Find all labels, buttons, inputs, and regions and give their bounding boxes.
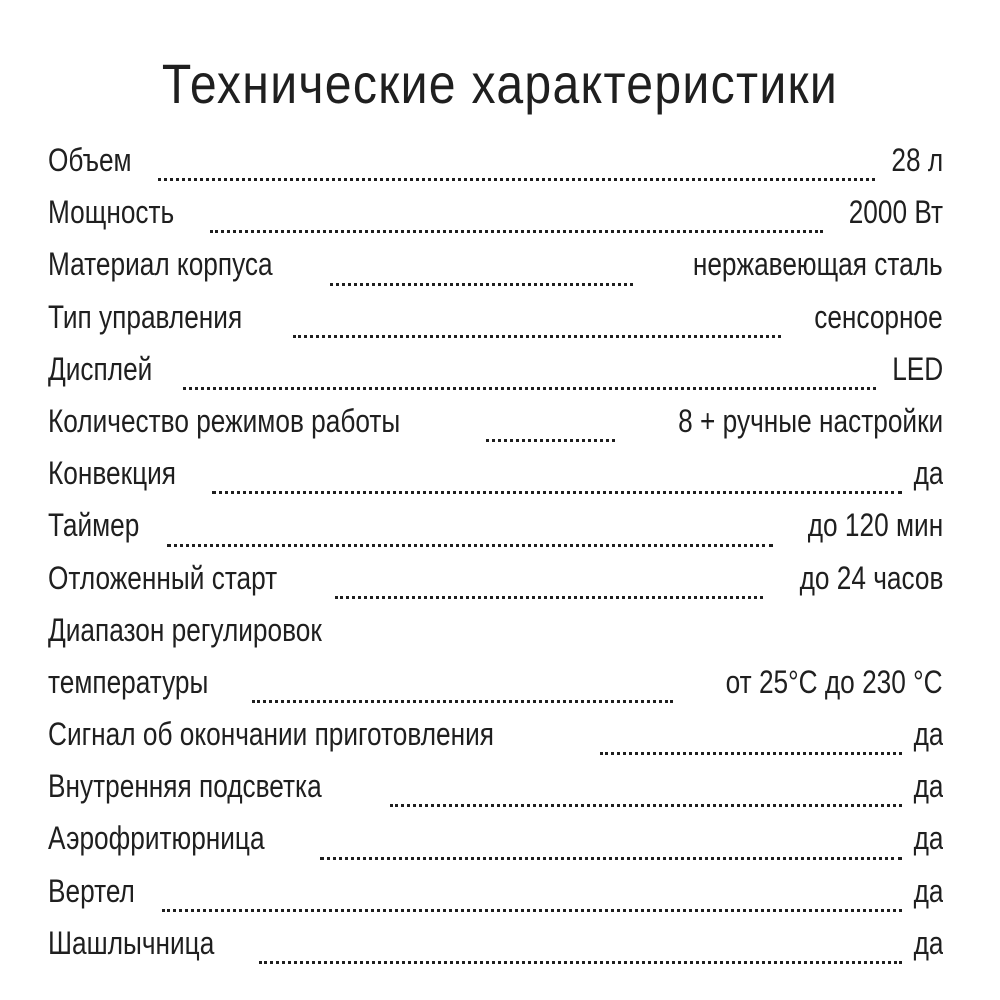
spec-row-temperature-range	[48, 656, 943, 708]
spec-label: Шашлычница	[48, 924, 215, 961]
spec-label-line1: Диапазон регулировок	[48, 611, 322, 648]
leader-dots	[158, 178, 875, 181]
spec-row-end-signal	[48, 708, 943, 760]
spec-row-body-material	[48, 238, 943, 290]
spec-row-timer	[48, 499, 943, 551]
spec-value: да	[913, 455, 943, 492]
leader-dots	[335, 596, 762, 599]
spec-value: да	[913, 768, 943, 805]
spec-label: Внутренняя подсветка	[48, 768, 322, 805]
spec-row-modes-count	[48, 395, 943, 447]
spec-value: 2000 Вт	[848, 194, 943, 231]
spec-value: да	[913, 924, 943, 961]
spec-label: Сигнал об окончании приготовления	[48, 716, 494, 753]
leader-dots	[212, 491, 901, 494]
spec-value: да	[913, 872, 943, 909]
spec-row-display	[48, 343, 943, 395]
spec-value: 8 + ручные настройки	[677, 402, 943, 439]
leader-dots	[162, 909, 902, 912]
spec-value: LED	[891, 350, 943, 387]
spec-label: Таймер	[48, 507, 140, 544]
spec-label: температуры	[48, 663, 209, 700]
leader-dots	[259, 961, 902, 964]
spec-row-air-fryer	[48, 812, 943, 864]
spec-row-temperature-range-label	[48, 604, 943, 656]
spec-label: Конвекция	[48, 455, 176, 492]
page-title: Технические характеристики	[161, 52, 839, 115]
spec-label: Количество режимов работы	[48, 402, 401, 439]
leader-dots	[293, 335, 782, 338]
leader-dots	[600, 752, 902, 755]
spec-label: Отложенный старт	[48, 559, 278, 596]
spec-row-internal-light	[48, 760, 943, 812]
spec-label: Тип управления	[48, 298, 243, 335]
spec-row-control-type	[48, 291, 943, 343]
spec-label: Объем	[48, 142, 132, 178]
spec-row-volume	[48, 134, 943, 186]
spec-value: сенсорное	[814, 298, 943, 335]
spec-label: Материал корпуса	[48, 246, 273, 283]
spec-value: да	[913, 820, 943, 857]
spec-row-power	[48, 186, 943, 238]
spec-label: Вертел	[48, 872, 135, 909]
spec-label: Аэрофритюрница	[48, 820, 265, 857]
spec-row-skewer-holder	[48, 917, 943, 969]
spec-value: да	[913, 716, 943, 753]
leader-dots	[210, 230, 823, 233]
spec-value: нержавеющая сталь	[693, 246, 943, 283]
spec-row-delayed-start	[48, 552, 943, 604]
spec-label: Дисплей	[48, 350, 153, 387]
leader-dots	[320, 857, 901, 860]
leader-dots	[390, 804, 902, 807]
leader-dots	[167, 544, 772, 547]
spec-row-convection	[48, 447, 943, 499]
spec-value: до 120 мин	[807, 507, 943, 544]
leader-dots	[486, 439, 615, 442]
leader-dots	[252, 700, 674, 703]
spec-value: до 24 часов	[799, 559, 943, 596]
spec-value: от 25°C до 230 °C	[726, 663, 943, 700]
leader-dots	[183, 387, 876, 390]
spec-list	[48, 134, 943, 969]
leader-dots	[330, 283, 633, 286]
spec-row-rotisserie	[48, 865, 943, 917]
spec-value: 28 л	[891, 142, 943, 178]
spec-label: Мощность	[48, 194, 175, 231]
